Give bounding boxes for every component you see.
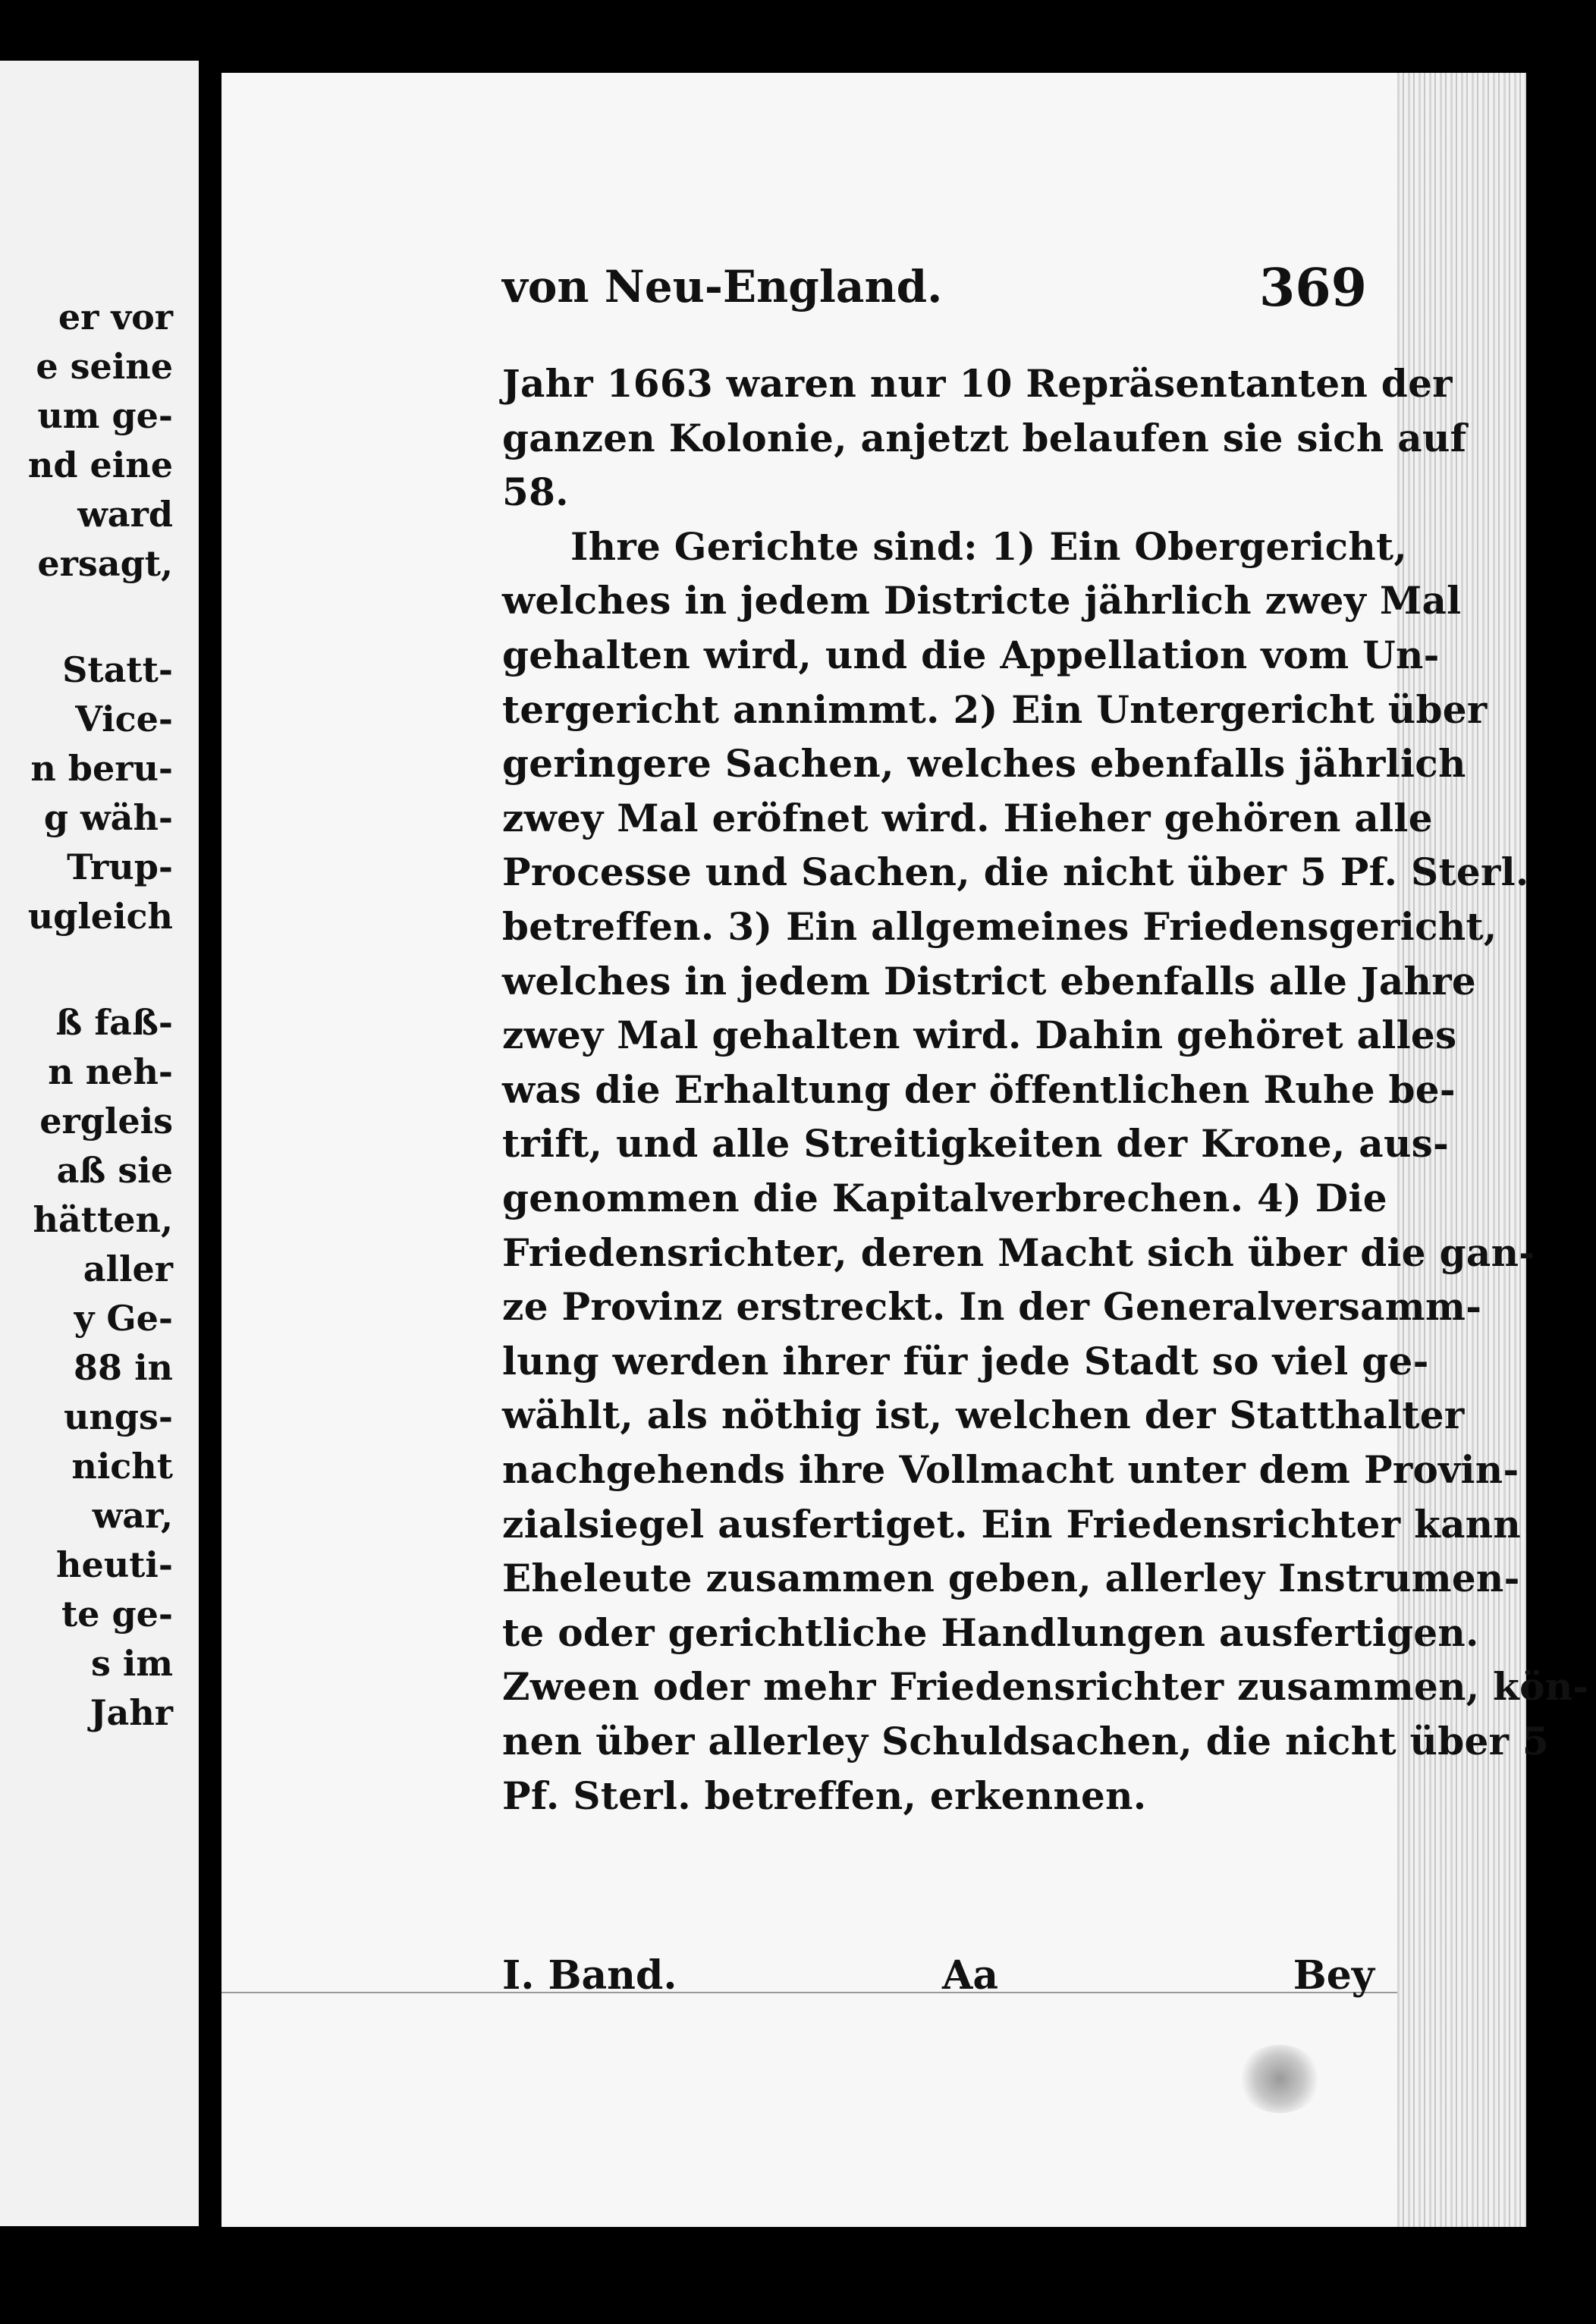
facing-page-line: ß faß- (55, 1002, 173, 1043)
text-line: zwey Mal eröfnet wird. Hieher gehören alle (502, 796, 1433, 840)
text-line: Zween oder mehr Friedensrichter zusammen, kön- (502, 1664, 1589, 1709)
facing-page-line: aller (83, 1248, 173, 1289)
facing-page-line: s im (90, 1643, 173, 1684)
facing-page-line: y Ge- (74, 1298, 173, 1339)
facing-page-line: ugleich (27, 896, 173, 937)
facing-page-line: er vor (58, 297, 173, 338)
text-line: nachgehends ihre Vollmacht unter dem Provin- (502, 1447, 1519, 1492)
facing-page-line: n neh- (48, 1051, 173, 1092)
text-line: zialsiegel ausfertiget. Ein Friedensrichter kann (502, 1502, 1522, 1547)
facing-page-line: e seine (36, 346, 173, 387)
text-line: nen über allerley Schuldsachen, die nicht über 5 (502, 1719, 1550, 1763)
facing-page-line: aß sie (56, 1150, 173, 1191)
text-line: welches in jedem Districte jährlich zwey Mal (502, 578, 1462, 623)
text-line: genommen die Kapitalverbrechen. 4) Die (502, 1176, 1387, 1220)
sheet-mark: Aa (942, 1952, 999, 1999)
text-line: Processe und Sachen, die nicht über 5 Pf. Sterl. (502, 850, 1529, 894)
text-line: lung werden ihrer für jede Stadt so viel ge- (502, 1339, 1429, 1383)
facing-page-line: te ge- (61, 1594, 173, 1635)
catchword: Bey (1293, 1952, 1375, 1999)
text-line: ganzen Kolonie, anjetzt belaufen sie sich auf (502, 416, 1467, 460)
page-header (502, 258, 1367, 329)
facing-page-line: n beru- (30, 748, 173, 789)
facing-page-line: um ge- (37, 395, 173, 436)
page-footer (502, 1952, 1375, 2013)
running-title: von Neu-England. (502, 261, 943, 312)
text-line: ze Provinz erstreckt. In der Generalversamm- (502, 1284, 1482, 1329)
signature-mark: I. Band. (502, 1952, 677, 1999)
text-line: zwey Mal gehalten wird. Dahin gehöret alles (502, 1013, 1457, 1057)
facing-page-line: heuti- (56, 1544, 173, 1585)
text-line: was die Erhaltung der öffentlichen Ruhe be- (502, 1067, 1456, 1112)
facing-page-line: nd eine (27, 444, 173, 485)
text-line: trift, und alle Streitigkeiten der Krone, aus- (502, 1121, 1450, 1166)
facing-page-line: hätten, (33, 1199, 173, 1240)
text-line: Eheleute zusammen geben, allerley Instrumen- (502, 1556, 1520, 1600)
text-line: betreffen. 3) Ein allgemeines Friedensgericht, (502, 904, 1497, 949)
book-page (221, 73, 1589, 2227)
facing-page-line: Vice- (75, 699, 173, 740)
text-line: welches in jedem District ebenfalls alle Jahre (502, 959, 1476, 1003)
text-line: Pf. Sterl. betreffen, erkennen. (502, 1773, 1147, 1818)
facing-page-line: war, (92, 1495, 173, 1536)
book-gutter (199, 61, 221, 2226)
text-line: tergericht annimmt. 2) Ein Untergericht über (502, 687, 1488, 732)
text-line: wählt, als nöthig ist, welchen der Statthalter (502, 1393, 1465, 1437)
facing-page-line: Statt- (62, 649, 173, 690)
text-line: 58. (502, 470, 569, 514)
facing-page-line: 88 in (74, 1347, 173, 1388)
facing-page-line: g wäh- (43, 797, 173, 838)
text-line: Ihre Gerichte sind: 1) Ein Obergericht, (570, 524, 1408, 569)
facing-page-line: ergleis (39, 1101, 173, 1142)
text-line: te oder gerichtliche Handlungen ausfertigen. (502, 1610, 1479, 1655)
facing-page-line: Trup- (67, 846, 173, 887)
facing-page-line: ersagt, (37, 543, 173, 584)
text-line: Friedensrichter, deren Macht sich über die gan- (502, 1230, 1535, 1275)
ink-smudge (1238, 2045, 1321, 2113)
text-line: gehalten wird, und die Appellation vom Un- (502, 633, 1440, 677)
text-line: geringere Sachen, welches ebenfalls jährlich (502, 741, 1466, 786)
facing-page-line: ungs- (63, 1396, 173, 1437)
facing-page-line: Jahr (90, 1692, 173, 1733)
text-line: Jahr 1663 waren nur 10 Repräsentanten der (502, 361, 1453, 406)
facing-page (0, 61, 203, 2226)
facing-page-line: nicht (71, 1446, 173, 1487)
page-number: 369 (1259, 258, 1367, 319)
facing-page-line: ward (77, 494, 173, 535)
